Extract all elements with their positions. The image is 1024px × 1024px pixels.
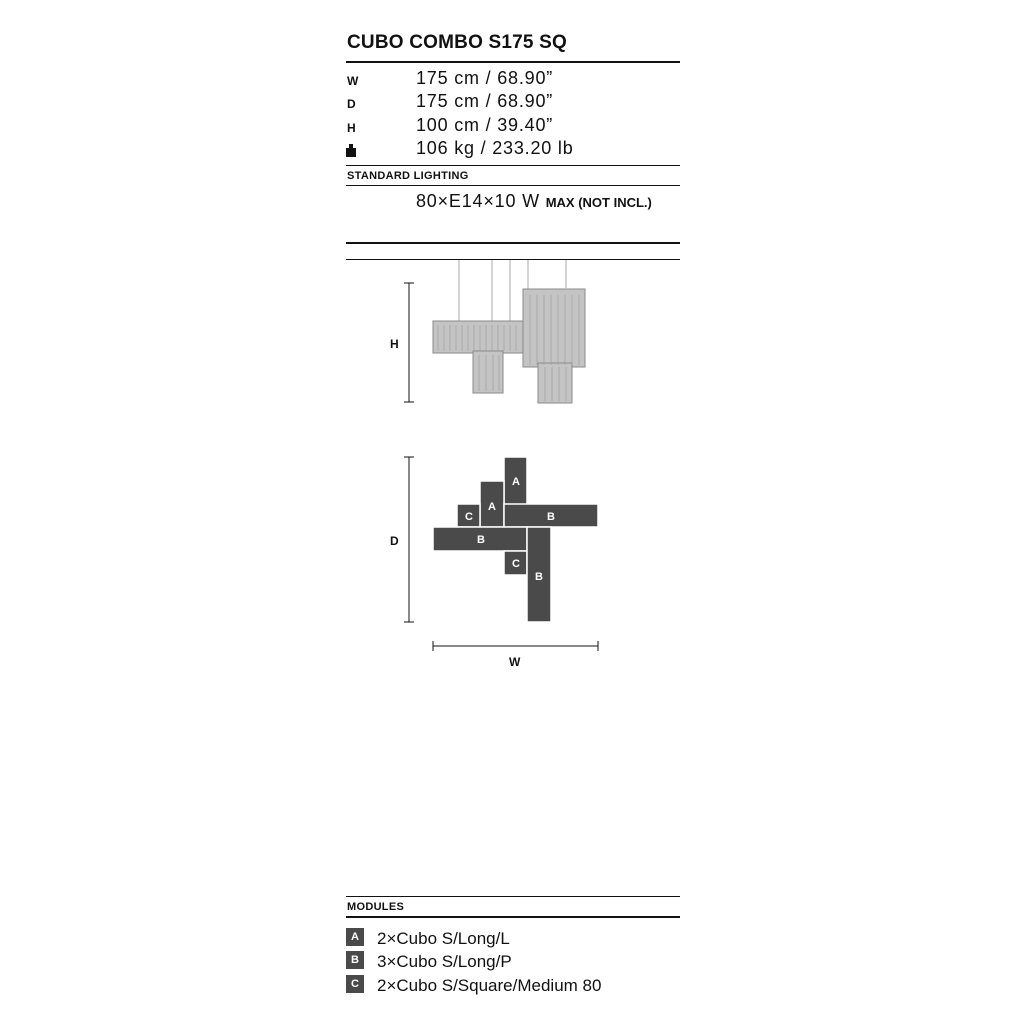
block-b-2-label: B <box>477 534 485 546</box>
spec-value-width: 175 cm / 68.90” <box>416 68 554 88</box>
lighting-rule-top <box>346 165 680 166</box>
module-text-c: 2×Cubo S/Square/Medium 80 <box>377 976 602 995</box>
block-a-1-label: A <box>512 476 520 488</box>
depth-label: D <box>390 534 399 548</box>
spec-value-weight: 106 kg / 233.20 lb <box>416 138 574 158</box>
height-dimension <box>404 283 414 402</box>
product-title: CUBO COMBO S175 SQ <box>347 32 568 53</box>
section-rule-thick <box>346 242 680 244</box>
lighting-suffix: MAX (NOT INCL.) <box>545 195 652 210</box>
plan-diagram <box>400 452 610 657</box>
lighting-heading: STANDARD LIGHTING <box>347 170 469 182</box>
module-text-b: 3×Cubo S/Long/P <box>377 952 512 971</box>
spec-value-depth: 175 cm / 68.90” <box>416 91 554 111</box>
width-dimension <box>433 641 598 651</box>
weight-icon <box>346 143 356 157</box>
spec-key-height: H <box>347 121 356 135</box>
title-rule <box>346 61 680 63</box>
spec-key-width: W <box>347 74 359 88</box>
lighting-rule-bottom <box>346 185 680 186</box>
modules-rule-bottom <box>346 916 680 918</box>
spec-value-height: 100 cm / 39.40” <box>416 115 554 135</box>
lighting-spec <box>416 191 652 212</box>
modules-rule-top <box>346 896 680 897</box>
module-text-a: 2×Cubo S/Long/L <box>377 929 510 948</box>
block-c-2-label: C <box>512 558 520 570</box>
block-a-2-label: A <box>488 501 496 513</box>
module-badge-c: C <box>346 975 364 993</box>
module-badge-b: B <box>346 951 364 969</box>
modules-heading: MODULES <box>347 901 405 913</box>
block-c-1-label: C <box>465 511 473 523</box>
depth-dimension <box>404 457 414 622</box>
block-b-1-label: B <box>547 511 555 523</box>
lighting-value: 80×E14×10 W <box>416 191 540 211</box>
elevation-photo <box>380 255 620 415</box>
height-label: H <box>390 337 399 351</box>
spec-key-depth: D <box>347 97 356 111</box>
block-b-3-label: B <box>535 571 543 583</box>
module-badge-a: A <box>346 928 364 946</box>
width-label: W <box>509 655 521 669</box>
